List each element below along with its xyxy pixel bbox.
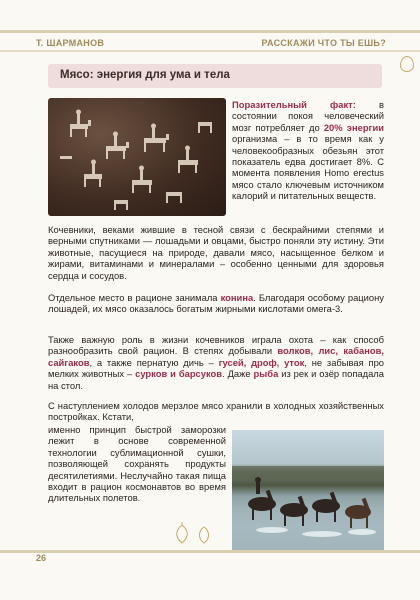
para2-text-1: Отдельное место в рационе занимала [48,292,221,303]
para3-text-3: , не забывая про мелких животных – [48,356,384,380]
horses-image [232,430,384,550]
fact-lead: Поразительный факт: [232,99,356,110]
paragraph-hunting [48,334,384,391]
header-divider [0,50,420,52]
horses-drawing [232,430,384,550]
para3-text-5: из рек и озёр попадала на стол. [48,368,384,391]
para3-highlight-1: волков, лис, кабанов, сайгаков [48,345,384,368]
onion-icon [172,522,192,546]
page-number: 26 [36,553,47,563]
para3-text-1: Также важную роль в жизни кочевников играла охота – как способ разнообразить свой рацион. В степях добывали [48,334,384,357]
para3-highlight-3: сурков и барсуков [135,368,223,380]
paragraph-storage-intro: С наступлением холодов мерзлое мясо хранили в холодных хозяйственных постройках. Кстати, [48,400,384,423]
header-band [0,30,420,33]
para3-highlight-2: гусей, дроф, уток [218,356,305,368]
para3-text-4: . Даже [222,368,254,380]
petroglyph-image [48,98,226,216]
footer-band [0,550,420,553]
section-title-bar [48,64,382,88]
author-name: Т. ШАРМАНОВ [36,38,105,48]
fact-text-1: в состоянии покоя человеческий мозг потребляет до [232,99,384,133]
para2-highlight: конина [220,292,254,303]
paragraph-nomads: Кочевники, веками жившие в тесной связи с бескрайними степями и верными спутниками — лошадьми и овцами, быстро поняли эту истину. Эти животные, пасущиеся на природе, давали мясо, насыщенное белком и жирами, витаминами и минералами – особенно ценными для здоровья сердца и сосудов. [48,224,384,281]
series-title: РАССКАЖИ ЧТО ТЫ ЕШЬ? [261,38,386,48]
leaf-icon-bottom [197,526,211,544]
section-title: Мясо: энергия для ума и тела [60,69,230,81]
para2-text-2: . Благодаря особому рациону лошадей, их мясо оказалось богатым жирными кислотами омега-3. [48,292,384,315]
petroglyph-drawing [48,98,226,216]
fact-text-2: организма – в то время как у человекообразных обезьян этот показатель едва достигает 8%. С момента появления Homo erectus мясо стало ключевым источником калорий и питательных веществ. [232,133,384,202]
para3-highlight-4: рыба [253,368,279,380]
para3-text-2: , а также пернатую дичь – [89,356,219,368]
paragraph-storage-rest: именно принцип быстрой заморозки лежит в основе современной технологии сублимационной сушки, позволяющей сохранять продукты десятилетиями. Неслучайно такая пища входит в рацион космонавтов во время длительных полетов. [48,424,226,504]
fact-highlight: 20% энергии [323,121,384,133]
leaf-icon [400,56,414,72]
fact-paragraph [232,99,384,202]
paragraph-horse-meat [48,292,384,315]
